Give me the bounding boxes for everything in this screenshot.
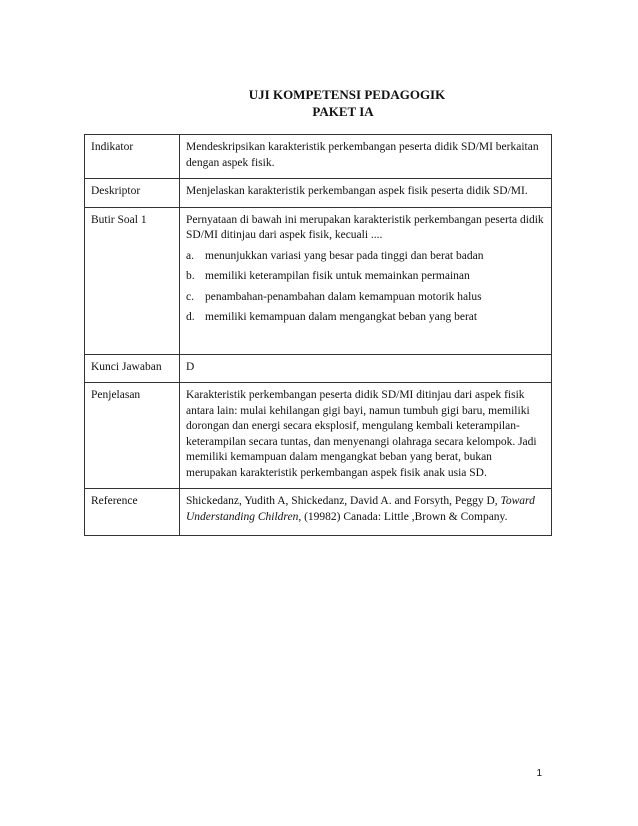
label-butir-soal: Butir Soal 1 [85, 207, 180, 354]
row-penjelasan [85, 383, 552, 489]
value-indikator: Mendeskripsikan karakteristik perkembangan peserta didik SD/MI berkaitan dengan aspek fisik. [180, 135, 552, 179]
row-kunci-jawaban [85, 354, 552, 383]
question-text: Pernyataan di bawah ini merupakan karakteristik perkembangan peserta didik SD/MI ditinjau dari aspek fisik, kecuali .... [186, 213, 544, 241]
page-number: 1 [536, 768, 542, 779]
document-subtitle: PAKET IA [312, 104, 374, 119]
label-deskriptor: Deskriptor [85, 179, 180, 208]
value-butir-soal [180, 207, 552, 354]
option-letter: b. [186, 270, 195, 282]
row-indikator [85, 135, 552, 179]
row-reference [85, 489, 552, 536]
reference-authors: Shickedanz, Yudith A, Shickedanz, David A. and Forsyth, Peggy D, [186, 495, 498, 507]
value-penjelasan: Karakteristik perkembangan peserta didik SD/MI ditinjau dari aspek fisik antara lain: mulai kehilangan gigi bayi, namun tumbuh gigi baru, memiliki dorongan dan energi secara eksplosif, mengulang kembali keterampilan-keterampilan secara tuntas, dan menyenangi olahraga secara kelompok. Jadi memiliki kemampuan dalam mengangkat beban yang berat, bukan merupakan karakteristik perkembangan aspek fisik anak usia SD. [180, 383, 552, 489]
option-text: menunjukkan variasi yang besar pada tinggi dan berat badan [205, 249, 484, 262]
row-deskriptor [85, 179, 552, 208]
option-text: memiliki kemampuan dalam mengangkat beban yang berat [205, 311, 478, 323]
option-c [186, 290, 545, 306]
option-a [186, 249, 545, 265]
option-b [186, 269, 545, 285]
row-butir-soal [85, 207, 552, 354]
value-kunci-jawaban: D [180, 354, 552, 383]
value-reference [180, 489, 552, 536]
reference-book-title: Toward Understanding Children [186, 495, 535, 523]
reference-publication: , (19982) Canada: Little ,Brown & Company. [298, 510, 508, 523]
option-letter: d. [186, 311, 195, 323]
question-table [84, 134, 552, 536]
value-deskriptor: Menjelaskan karakteristik perkembangan aspek fisik peserta didik SD/MI. [180, 179, 552, 208]
option-letter: c. [186, 290, 194, 303]
option-text: memiliki keterampilan fisik untuk memainkan permainan [205, 270, 470, 282]
option-text: penambahan-penambahan dalam kemampuan motorik halus [205, 290, 482, 303]
label-reference: Reference [85, 489, 180, 536]
label-indikator: Indikator [85, 135, 180, 179]
label-penjelasan: Penjelasan [85, 383, 180, 489]
option-letter: a. [186, 249, 194, 262]
label-kunci-jawaban: Kunci Jawaban [85, 354, 180, 383]
option-d [186, 310, 545, 326]
document-title: UJI KOMPETENSI PEDAGOGIK [248, 87, 446, 102]
